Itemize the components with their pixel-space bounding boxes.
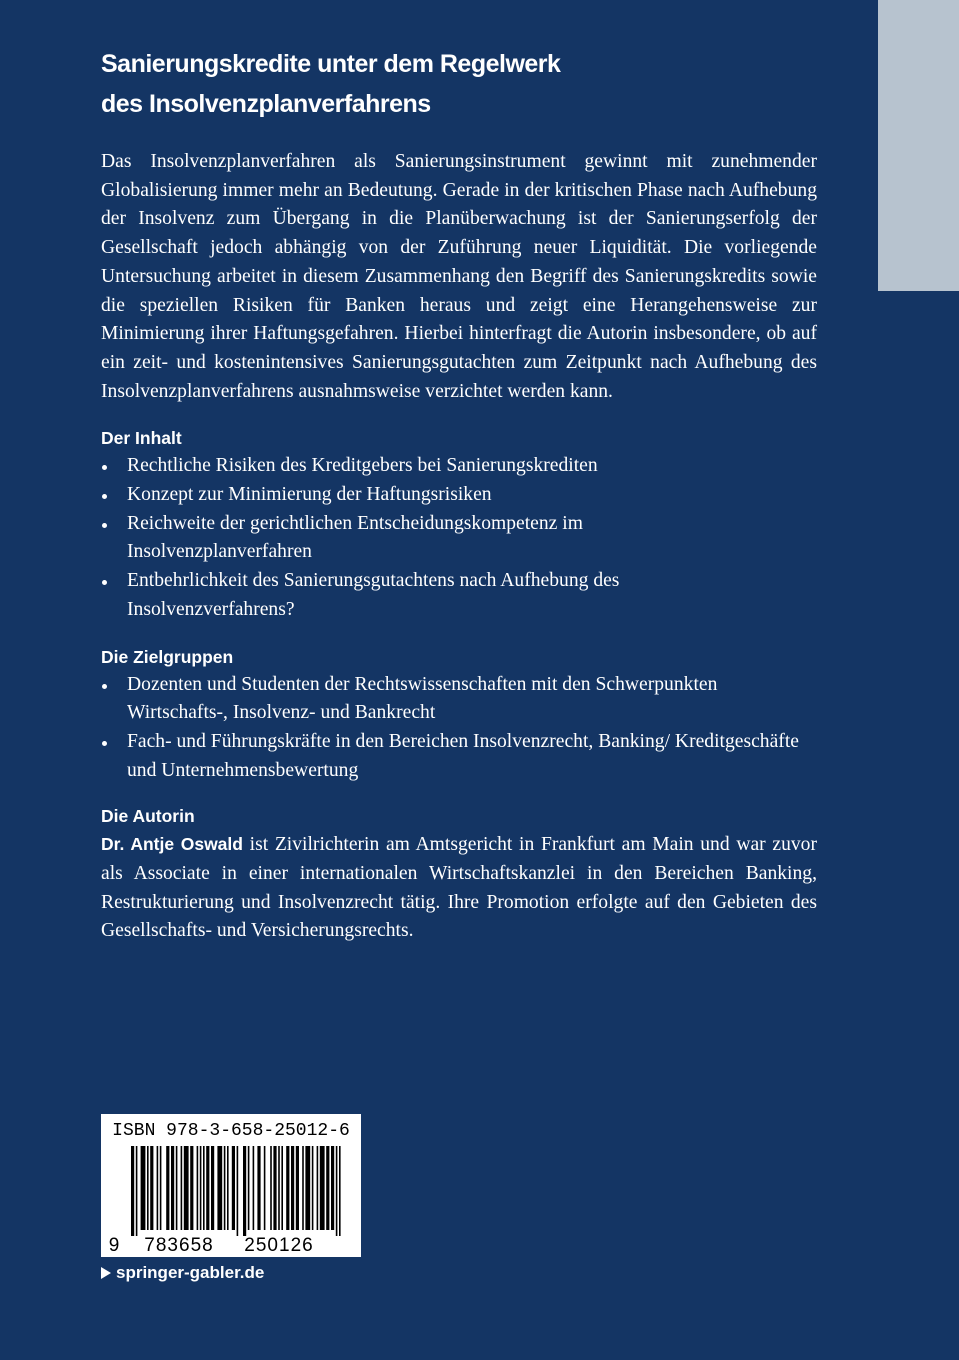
- barcode-bar: [317, 1146, 319, 1230]
- barcode-bar: [336, 1146, 338, 1236]
- author-name: Dr. Antje Oswald: [101, 834, 243, 855]
- barcode-bar: [273, 1146, 276, 1230]
- section-heading-inhalt: Der Inhalt: [101, 428, 182, 449]
- list-item-text: Rechtliche Risiken des Kreditgebers bei Sanierungskrediten: [127, 455, 598, 477]
- section-heading-zielgruppen: Die Zielgruppen: [101, 646, 234, 667]
- barcode-right-digits: 250126: [244, 1235, 314, 1256]
- barcode-bar: [197, 1146, 199, 1230]
- barcode-bar: [190, 1146, 193, 1230]
- list-item: [101, 567, 697, 624]
- barcode-bar: [339, 1146, 341, 1236]
- barcode-bar: [227, 1146, 229, 1230]
- bullet-icon: [102, 580, 107, 585]
- bullet-icon: [102, 684, 107, 689]
- barcode-bar: [131, 1146, 134, 1236]
- bullet-icon: [102, 465, 107, 470]
- arrow-right-icon: [101, 1267, 111, 1279]
- barcode-bar: [302, 1146, 304, 1230]
- barcode-bar: [150, 1146, 153, 1230]
- isbn-barcode: [101, 1114, 361, 1257]
- barcode-bar: [211, 1146, 214, 1230]
- list-item: [101, 452, 817, 481]
- bullet-icon: [102, 494, 107, 499]
- barcode-bar: [184, 1146, 189, 1230]
- barcode-bar: [171, 1146, 174, 1230]
- barcode-bar: [253, 1146, 255, 1230]
- book-title: [101, 44, 801, 124]
- barcode-bar: [296, 1146, 299, 1230]
- list-item: [101, 671, 727, 728]
- barcode-bar: [206, 1146, 209, 1230]
- barcode-bar: [257, 1146, 260, 1230]
- barcode-bar: [147, 1146, 149, 1230]
- barcode-bar: [232, 1146, 235, 1230]
- list-item-text: Dozenten und Studenten der Rechtswissenschaften mit den Schwerpunkten Wirtschafts-, Insolvenz- und Bankrecht: [127, 673, 718, 724]
- barcode-bar: [243, 1146, 246, 1236]
- barcode-bar: [203, 1146, 205, 1230]
- book-title-line-1: Sanierungskredite unter dem Regelwerk: [101, 50, 561, 78]
- barcode-bar: [320, 1146, 325, 1230]
- barcode-first-digit: 9: [108, 1235, 120, 1256]
- barcode-bar: [217, 1146, 222, 1230]
- barcode-bar: [157, 1146, 159, 1230]
- website-text: springer-gabler.de: [116, 1263, 265, 1282]
- author-bio: [101, 830, 817, 946]
- barcode-bar: [331, 1146, 334, 1230]
- section-heading-autorin: Die Autorin: [101, 806, 195, 827]
- barcode-bar: [166, 1146, 169, 1230]
- back-cover-content: [101, 148, 817, 946]
- list-item-text: Fach- und Führungskräfte in den Bereichen Insolvenzrecht, Banking/ Kreditgeschäfte und Unternehmensbewertung: [127, 730, 799, 781]
- barcode-bar: [237, 1146, 239, 1236]
- barcode-bar: [291, 1146, 294, 1230]
- barcode-bar: [141, 1146, 146, 1230]
- book-title-line-2: des Insolvenzplanverfahrens: [101, 90, 431, 118]
- list-item-text: Konzept zur Minimierung der Haftungsrisiken: [127, 484, 492, 506]
- barcode-bar: [264, 1146, 266, 1230]
- bullet-icon: [102, 523, 107, 528]
- side-color-strip: [878, 0, 959, 291]
- barcode-bar: [176, 1146, 178, 1230]
- barcode-bar: [312, 1146, 314, 1230]
- barcode-bar: [224, 1146, 226, 1230]
- barcode-bar: [326, 1146, 329, 1230]
- list-item: [101, 481, 817, 510]
- zielgruppen-list: [101, 671, 817, 786]
- list-item: [101, 510, 657, 567]
- list-item: [101, 728, 807, 785]
- bullet-icon: [102, 741, 107, 746]
- barcode-bar: [281, 1146, 283, 1230]
- barcode-left-digits: 783658: [144, 1235, 214, 1256]
- intro-paragraph: Das Insolvenzplanverfahren als Sanierungsinstrument gewinnt mit zunehmender Globalisierung immer mehr an Bedeutung. Gerade in der kritischen Phase nach Aufhebung der Insolvenz zum Übergang in die Planüberwachung ist der Sanierungserfolg der Gesellschaft jedoch abhängig von der Zuführung neuer Liquidität. Die vorliegende Untersuchung arbeitet in diesem Zusammenhang den Begriff des Sanierungskredits sowie die speziellen Risiken für Banken heraus und zeigt eine Herangehensweise zur Minimierung ihrer Haftungsgefahren. Hierbei hinterfragt die Autorin insbesondere, ob auf ein zeit- und kostenintensives Sanierungsgutachten zum Zeitpunkt nach Aufhebung des Insolvenzplanverfahrens ausnahmsweise verzichtet werden kann.: [101, 151, 817, 402]
- list-item-text: Entbehrlichkeit des Sanierungsgutachtens nach Aufhebung des Insolvenzverfahrens?: [127, 570, 620, 620]
- barcode-graphic: [101, 1114, 361, 1257]
- barcode-bar: [278, 1146, 280, 1230]
- isbn-label: ISBN 978-3-658-25012-6: [112, 1121, 350, 1141]
- barcode-bar: [270, 1146, 272, 1230]
- barcode-bar: [200, 1146, 202, 1230]
- barcode-bar: [286, 1146, 289, 1230]
- author-bio-text: ist Zivilrichterin am Amtsgericht in Frankfurt am Main und war zuvor als Associate in einer internationalen Wirtschaftskanzlei in den Bereichen Banking, Restrukturierung und Insolvenzrecht tätig. Ihre Promotion erfolgte auf den Gebieten des Gesellschafts- und Versicherungsrechts.: [101, 834, 817, 942]
- publisher-website: [101, 1262, 264, 1284]
- barcode-bar: [305, 1146, 310, 1230]
- barcode-bar: [136, 1146, 138, 1236]
- inhalt-list: [101, 452, 817, 624]
- barcode-bar: [181, 1146, 183, 1230]
- barcode-bar: [160, 1146, 162, 1230]
- barcode-bar: [248, 1146, 250, 1230]
- barcode-bars: [131, 1146, 341, 1236]
- list-item-text: Reichweite der gerichtlichen Entscheidungskompetenz im Insolvenzplanverfahren: [127, 512, 583, 563]
